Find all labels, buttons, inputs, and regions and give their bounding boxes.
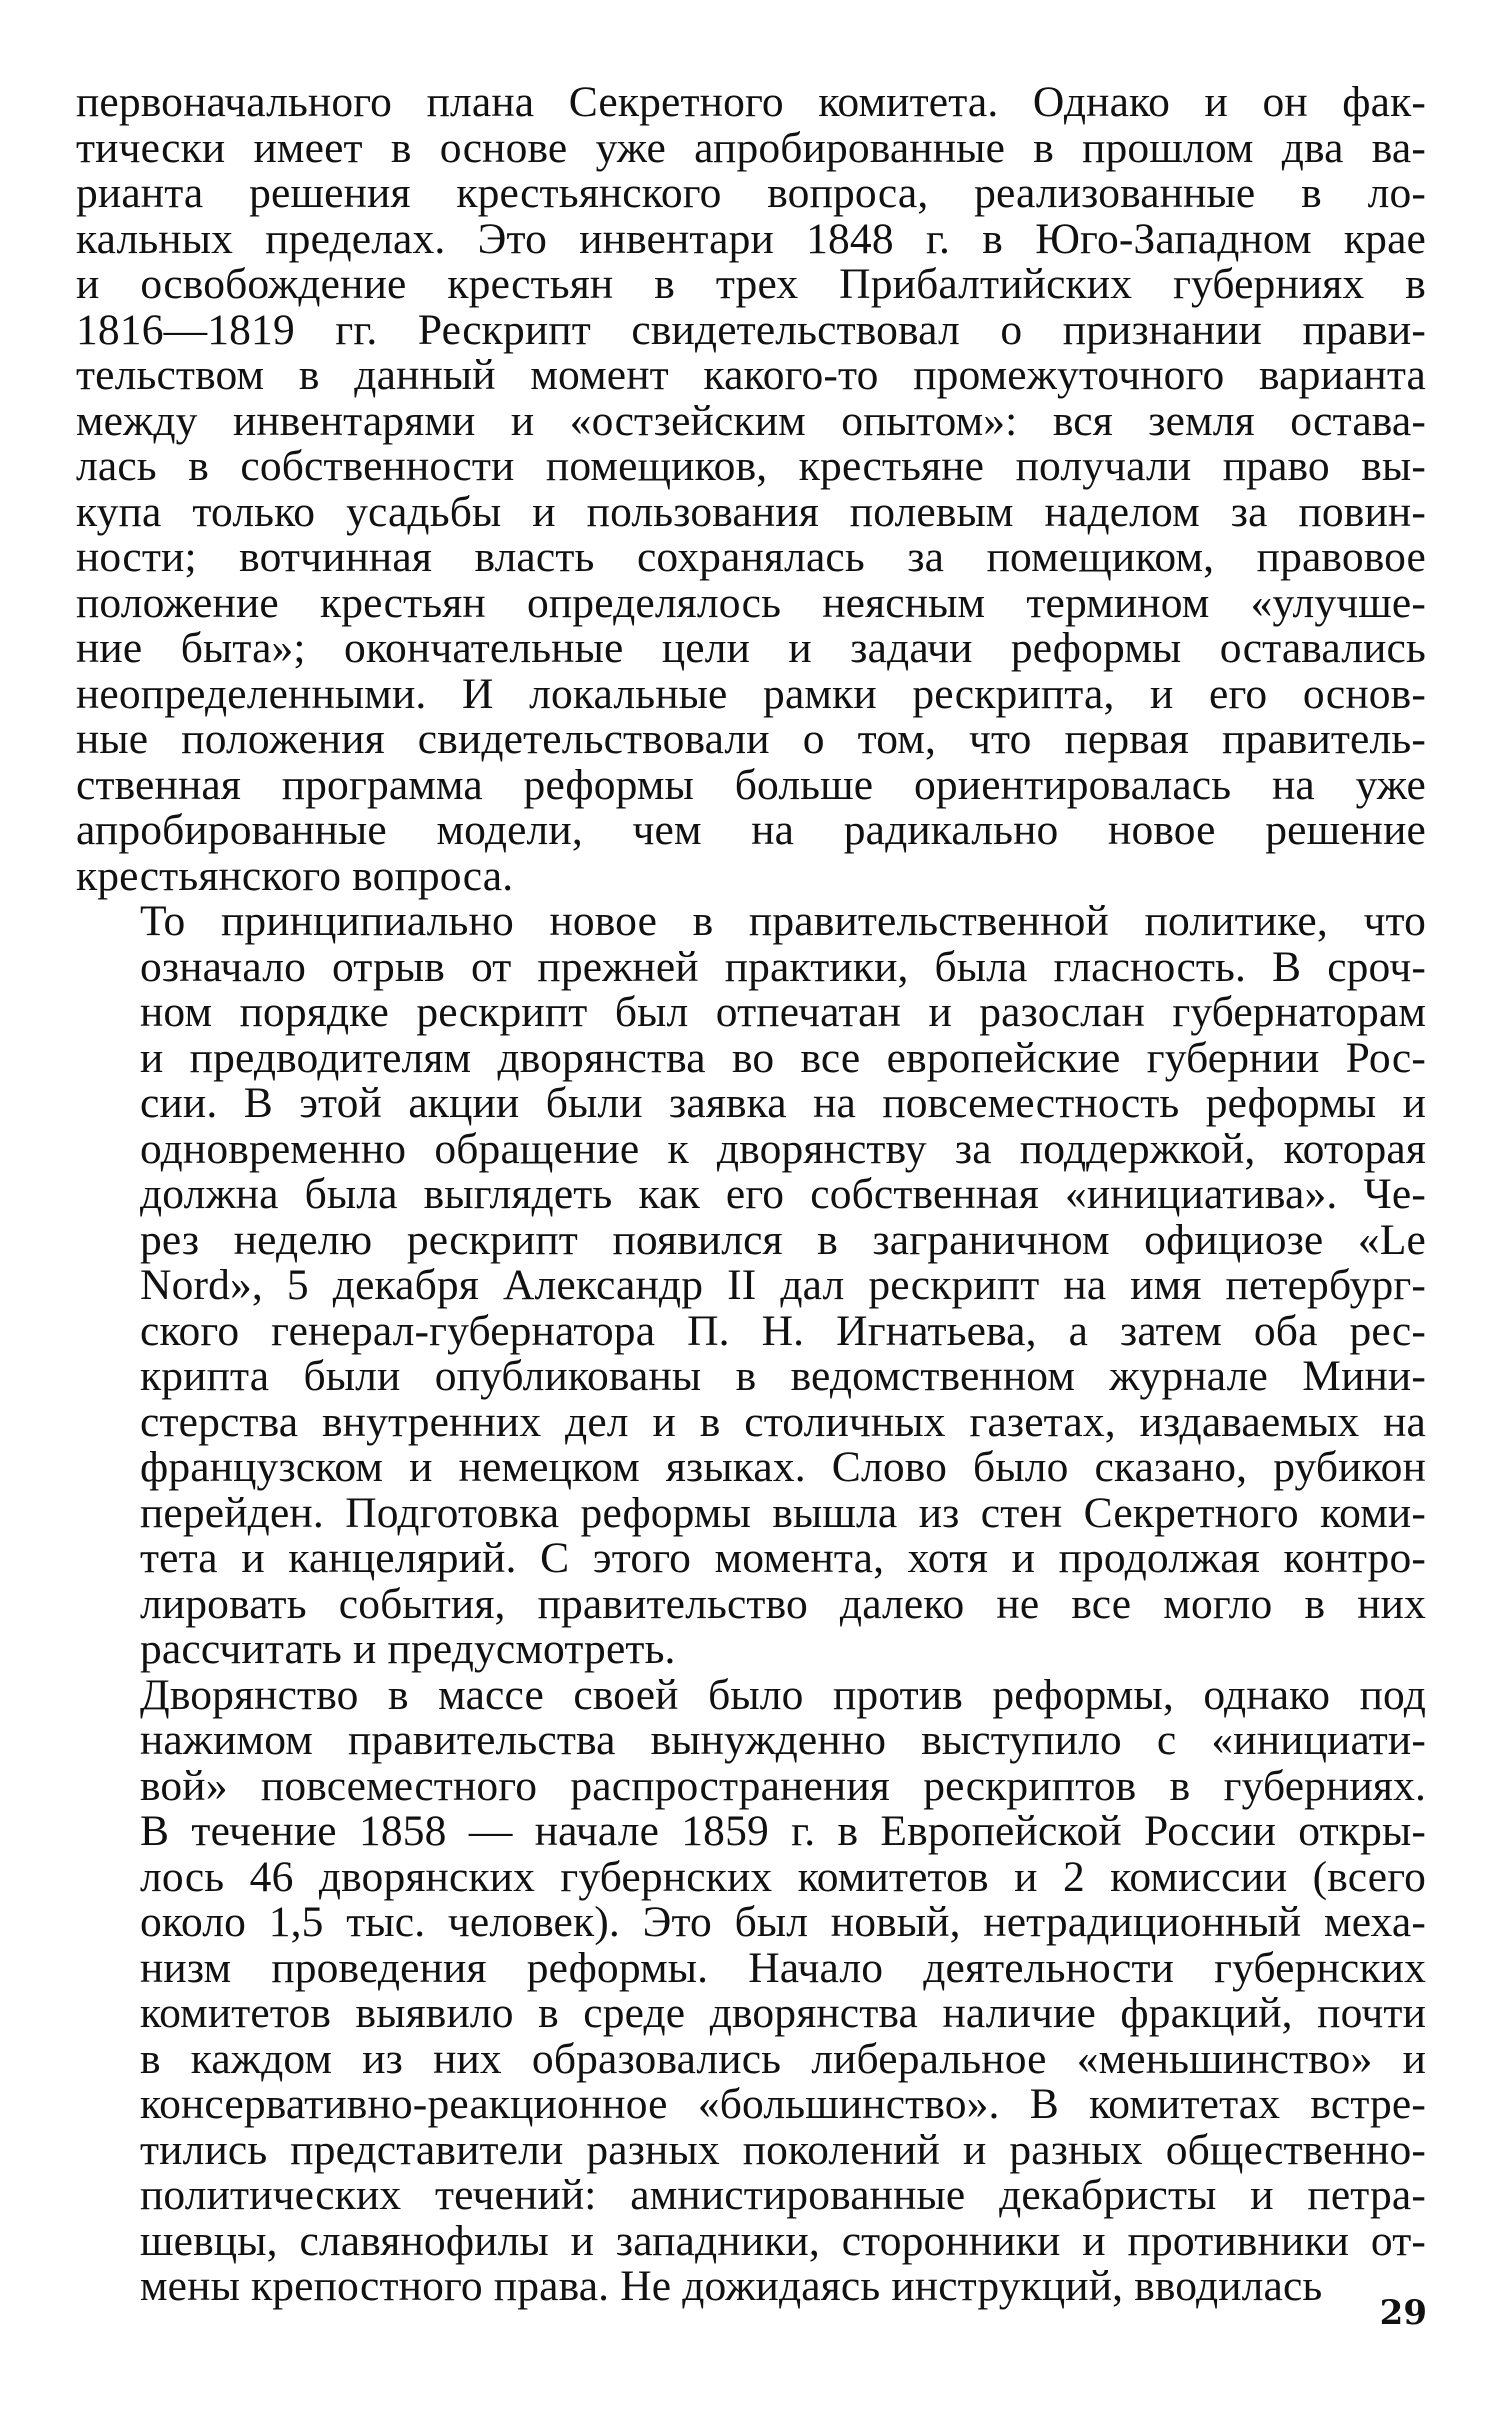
text-line: мены крепостного права. Не дожидаясь инструкций, вводилась (140, 2262, 1323, 2310)
text-line: ние быта»; окончательные цели и задачи реформы оставались (76, 624, 1426, 672)
text-line: крипта были опубликованы в ведомственном журнале Мини- (140, 1352, 1426, 1400)
text-line: То принципиально новое в правительственной политике, что (140, 897, 1426, 945)
text-line: нажимом правительства вынужденно выступило с «инициати- (140, 1716, 1426, 1764)
text-line: лировать события, правительство далеко не все могло в них (140, 1579, 1426, 1628)
paragraph-3 (76, 1670, 1426, 2310)
text-line: рассчитать и предусмотреть. (140, 1625, 676, 1673)
text-line: тельством в данный момент какого-то промежуточного варианта (76, 351, 1426, 399)
text-line: одновременно обращение к дворянству за поддержкой, которая (140, 1124, 1426, 1173)
text-line: консервативно-реакционное «большинство». В комитетах встре- (140, 2080, 1426, 2128)
text-line: В течение 1858 — начале 1859 г. в Европейской России откры- (140, 1807, 1426, 1855)
text-line: в каждом из них образовались либеральное «меньшинство» и (140, 2034, 1426, 2083)
text-line: ном порядке рескрипт был отпечатан и разослан губернаторам (140, 988, 1426, 1036)
text-line: означало отрыв от прежней практики, была гласность. В сроч- (140, 942, 1426, 991)
text-line: политических течений: амнистированные декабристы и петра- (140, 2171, 1426, 2219)
text-line: и предводителям дворянства во все европейские губернии Рос- (140, 1033, 1426, 1082)
paragraph-2 (76, 899, 1426, 1673)
text-line: шевцы, славянофилы и западники, сторонники и противники от- (140, 2216, 1426, 2265)
text-line: стерства внутренних дел и в столичных газетах, издаваемых на (140, 1397, 1426, 1446)
text-line: ского генерал-губернатора П. Н. Игнатьева, а затем оба рес- (140, 1306, 1426, 1355)
paragraph-1 (76, 80, 1426, 899)
text-line: и освобождение крестьян в трех Прибалтийских губерниях в (76, 260, 1426, 308)
text-line: перейден. Подготовка реформы вышла из стен Секретного коми- (140, 1488, 1426, 1537)
text-line: около 1,5 тыс. человек). Это был новый, нетрадиционный меха- (140, 1898, 1426, 1946)
text-line: рез неделю рескрипт появился в заграничном официозе «Le (140, 1215, 1426, 1264)
text-line: крестьянского вопроса. (76, 851, 514, 900)
text-line: комитетов выявило в среде дворянства наличие фракций, почти (140, 1989, 1426, 2037)
page-body (76, 80, 1426, 2310)
text-line: должна была выглядеть как его собственная «инициатива». Че- (140, 1170, 1426, 1218)
text-line: тились представители разных поколений и разных общественно- (140, 2125, 1426, 2174)
text-line: тета и канцелярий. С этого момента, хотя и продолжая контро- (140, 1534, 1426, 1582)
text-line: лось 46 дворянских губернских комитетов и 2 комиссии (всего (140, 1852, 1426, 1901)
text-line: положение крестьян определялось неясным термином «улучше- (76, 578, 1426, 627)
text-line: 1816—1819 гг. Рескрипт свидетельствовал о признании прави- (76, 305, 1426, 354)
text-line: Дворянство в массе своей было против реформы, однако под (140, 1670, 1426, 1719)
text-line: лась в собственности помещиков, крестьяне получали право вы- (76, 442, 1426, 490)
text-line: апробированные модели, чем на радикально новое решение (76, 806, 1426, 854)
text-line: французском и немецком языках. Слово было сказано, рубикон (140, 1443, 1426, 1491)
text-line: сии. В этой акции были заявка на повсеместность реформы и (140, 1079, 1426, 1127)
text-line: ственная программа реформы больше ориентировалась на уже (76, 760, 1426, 809)
text-line: ные положения свидетельствовали о том, что первая правитель- (76, 715, 1426, 763)
text-line: первоначального плана Секретного комитета. Однако и он фак- (76, 78, 1426, 126)
text-line: купа только усадьбы и пользования полевым наделом за повин- (76, 487, 1426, 536)
text-line: Nord», 5 декабря Александр II дал рескрипт на имя петербург- (140, 1261, 1426, 1309)
text-line: неопределенными. И локальные рамки рескрипта, и его основ- (76, 669, 1426, 718)
text-line: низм проведения реформы. Начало деятельности губернских (140, 1943, 1426, 1992)
text-line: тически имеет в основе уже апробированные в прошлом два ва- (76, 123, 1426, 172)
page-number: 29 (1379, 2293, 1427, 2333)
text-line: ности; вотчинная власть сохранялась за помещиком, правовое (76, 533, 1426, 581)
text-line: между инвентарями и «остзейским опытом»: вся земля остава- (76, 396, 1426, 445)
text-line: вой» повсеместного распространения рескриптов в губерниях. (140, 1761, 1426, 1810)
text-line: рианта решения крестьянского вопроса, реализованные в ло- (76, 169, 1426, 217)
text-line: кальных пределах. Это инвентари 1848 г. в Юго-Западном крае (76, 214, 1426, 263)
